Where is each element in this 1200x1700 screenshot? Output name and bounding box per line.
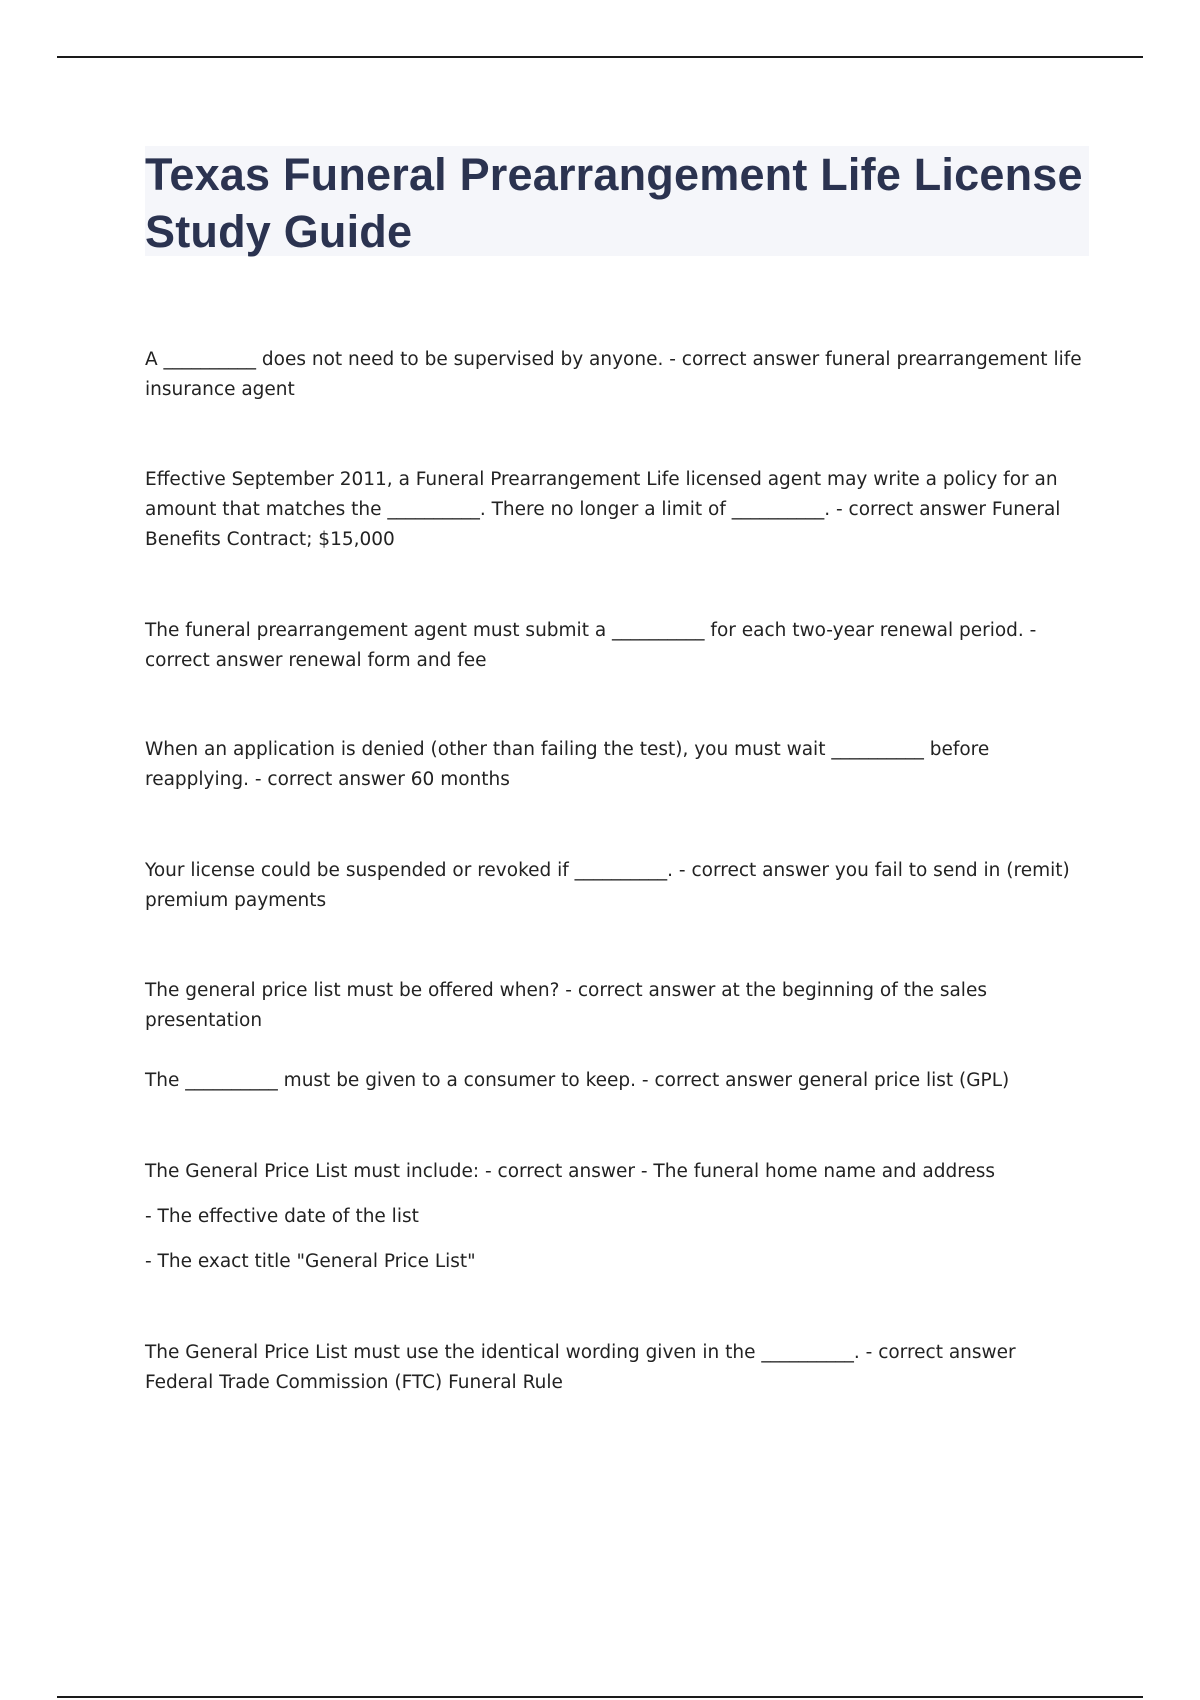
bottom-divider (57, 1696, 1143, 1698)
qa-entry-7 (145, 1066, 1085, 1096)
title-banner (145, 146, 1089, 256)
qa-sub-item: - The effective date of the list (145, 1206, 419, 1227)
qa-entry-5 (145, 856, 1085, 916)
qa-entry-text: Effective September 2011, a Funeral Prearrangement Life licensed agent may write a policy for an amount that matches the __________. There no longer a limit of __________. - correct answer Funeral Benefits Contract; $15,000 (145, 469, 1061, 550)
qa-entry-text: Your license could be suspended or revoked if __________. - correct answer you fail to send in (remit) premium payments (145, 860, 1070, 911)
qa-entry-3 (145, 616, 1085, 676)
qa-entry-8 (145, 1157, 1085, 1277)
qa-entry-4 (145, 735, 1085, 795)
document-title: Texas Funeral Prearrangement Life License Study Guide (145, 149, 1083, 257)
qa-entry-text: When an application is denied (other than failing the test), you must wait __________ before reapplying. - correct answer 60 months (145, 739, 990, 790)
qa-entry-2 (145, 465, 1085, 555)
qa-entry-text: The General Price List must include: - correct answer - The funeral home name and address (145, 1161, 996, 1182)
qa-entry-text: The funeral prearrangement agent must submit a __________ for each two-year renewal period. - correct answer renewal form and fee (145, 620, 1037, 671)
qa-entry-9 (145, 1338, 1085, 1398)
qa-sub-item: - The exact title "General Price List" (145, 1251, 476, 1272)
qa-entry-text: The General Price List must use the identical wording given in the __________. - correct answer Federal Trade Commission (FTC) Funeral Rule (145, 1342, 1016, 1393)
qa-entry-text: The __________ must be given to a consumer to keep. - correct answer general price list (GPL) (145, 1070, 1010, 1091)
qa-entry-text: A __________ does not need to be supervised by anyone. - correct answer funeral prearrangement life insurance agent (145, 349, 1082, 400)
qa-entry-text: The general price list must be offered when? - correct answer at the beginning of the sales presentation (145, 980, 987, 1031)
qa-entry-1 (145, 345, 1085, 405)
qa-entry-6 (145, 976, 1085, 1036)
top-divider (57, 56, 1143, 58)
